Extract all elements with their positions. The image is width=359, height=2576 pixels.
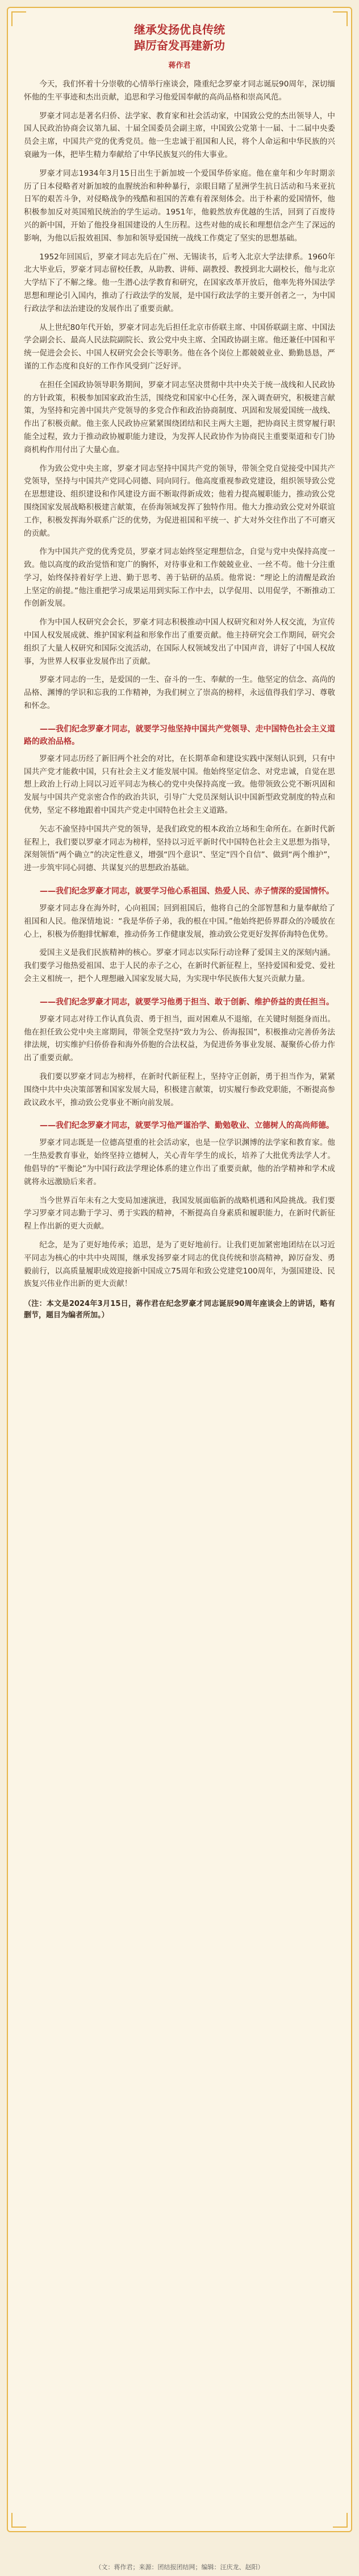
paragraph: 当今世界百年未有之大变局加速演进，我国发展面临新的战略机遇和风险挑战。我们要学习罗豪才同志勤于学习、勇于实践的精神，不断提高自身素质和履职能力，在新时代新征程上作出新的更大贡献。: [24, 1196, 335, 1231]
paragraph: 在担任全国政协领导职务期间，罗豪才同志坚决贯彻中共中央关于统一战线和人民政协的方针政策，积极参加国家政治生活，围绕党和国家中心任务，深入调查研究，积极建言献策，为坚持和完善中国共产党领导的多党合作和政治协商制度、巩固和发展爱国统一战线、作出了积极贡献。他主张人民政协应紧紧围绕团结和民主两大主题，把协商民主贯穿履行职能全过程，致力于推动政协履职能力建设，为发挥人民政协作为协商民主重要渠道和专门协商机构作用付出了大量心血。: [24, 380, 335, 454]
editor-note: （注：本文是2024年3月15日，蒋作君在纪念罗豪才同志诞辰90周年座谈会上的讲话，略有删节，题目为编者所加。）: [24, 1300, 335, 1320]
title-line-1: 继承发扬优良传统: [134, 23, 225, 36]
paragraph: 作为中国共产党的优秀党员，罗豪才同志始终坚定理想信念，自觉与党中央保持高度一致。他以高度的政治觉悟和宽广的胸怀，对待事业和工作兢兢业业、一丝不苟。他十分注重学习，始终保持着好学上进、勤于思考、善于钻研的品质。他常说：“理论上的清醒是政治上坚定的前提。”他注重把学习成果运用到实际工作中去，以学促用、以用促学，不断推动工作创新发展。: [24, 547, 335, 609]
paragraph: 1952年回国后，罗豪才同志先后在广州、无锡读书，后考入北京大学法律系。1960年北大毕业后，罗豪才同志留校任教，从助教、讲师、副教授、教授到北大副校长，他与北京大学结下了不解之缘。他一生潜心法学教育和研究，在国家改革开放后，他率先将外国法学思想和理论引入国内，推动了行政法学的发展，是中国行政法学的主要开创者之一，为中国行政法学和法治建设的发展作出了重要贡献。: [24, 252, 335, 313]
section-2: [24, 885, 335, 986]
paragraph: 矢志不渝坚持中国共产党的领导，是我们政党的根本政治立场和生命所在。在新时代新征程上，我们要以罗豪才同志为榜样，坚持以习近平新时代中国特色社会主义思想为指导，深刻领悟“两个确立”的决定性意义，增强“四个意识”、坚定“四个自信”、做到“两个维护”，进一步筑牢同心同德、共谋复兴的思想政治基础。: [24, 824, 335, 873]
paragraph: 纪念，是为了更好地传承；追思，是为了更好地前行。让我们更加紧密地团结在以习近平同志为核心的中共中央周围，继承发扬罗豪才同志的优良传统和崇高精神，踔厉奋发、勇毅前行，以高质量履职成效迎接新中国成立75周年和致公党建党100周年，为强国建设、民族复兴伟业作出新的更大贡献！: [24, 1240, 335, 1289]
paragraph: 爱国主义是我们民族精神的核心。罗豪才同志以实际行动诠释了爱国主义的深刻内涵。我们要学习他热爱祖国、忠于人民的赤子之心，在新时代新征程上，坚持爱国和爱党、爱社会主义相统一，把个人理想融入国家发展大局，为实现中华民族伟大复兴贡献力量。: [24, 948, 335, 984]
paragraph: 罗豪才同志身在海外时，心向祖国；回到祖国后，他将自己的全部智慧和力量奉献给了祖国和人民。他深情地说：“我是华侨子弟，我的根在中国。”他始终把侨界群众的冷暖放在心上，积极为侨胞排忧解难，推动侨务工作健康发展，推动致公党更好发挥侨海特色优势。: [24, 904, 335, 939]
title-line-2: 踔厉奋发再建新功: [134, 39, 225, 52]
paragraph: 罗豪才同志的一生，是爱国的一生、奋斗的一生、奉献的一生。他坚定的信念、高尚的品格、渊博的学识和忘我的工作精神，为我们树立了崇高的榜样，永远值得我们学习、尊敬和怀念。: [24, 675, 335, 711]
section-4: [24, 1119, 335, 1233]
closing: [24, 1239, 335, 1291]
article-byline: 蒋作君: [168, 61, 191, 70]
article-title: [24, 22, 335, 53]
source-credit: （文：蒋作君；来源：团结报团结网；编辑：汪庆龙、赵阳）: [95, 2563, 264, 2571]
section-3: [24, 996, 335, 1110]
article-card: [7, 7, 352, 2532]
article-intro: [24, 78, 335, 713]
corner-ornament-bottom-left: [11, 2513, 26, 2528]
paragraph: 作为中国人权研究会会长，罗豪才同志积极推动中国人权研究和对外人权交流，为宣传中国人权发展成就、维护国家利益和形象作出了重要贡献。他主持研究会工作期间，研究会组织了大量人权研究和国际交流活动，在国际人权领域发出了中国声音，讲好了中国人权故事，为世界人权事业发展作出了贡献。: [24, 618, 335, 666]
section-heading: ——我们纪念罗豪才同志，就要学习他心系祖国、热爱人民、赤子情深的爱国情怀。: [40, 887, 334, 896]
corner-ornament-top-left: [11, 11, 26, 26]
section-heading: ——我们纪念罗豪才同志，就要学习他坚持中国共产党领导、走中国特色社会主义道路的政治品格。: [24, 724, 335, 746]
paragraph: 从上世纪80年代开始，罗豪才同志先后担任北京市侨联主席、中国侨联副主席、中国法学会副会长、最高人民法院副院长、致公党中央主席、全国政协副主席。他还兼任中国和平统一促进会会长、中国人权研究会会长等职务。他在各个岗位上都兢兢业业、勤勤恳恳，严谨的工作态度和良好的工作作风受到广泛好评。: [24, 322, 335, 371]
paragraph: 罗豪才同志对待工作认真负责、勇于担当，面对困难从不退缩，在关键时刻挺身而出。他在担任致公党中央主席期间，带领全党坚持“致力为公、侨海报国”，积极推动完善侨务法律法规，切实维护归侨侨眷和海外侨胞的合法权益，为促进侨务事业发展、凝聚侨心侨力作出了重要贡献。: [24, 1014, 335, 1063]
paragraph: 今天，我们怀着十分崇敬的心情举行座谈会，隆重纪念罗豪才同志诞辰90周年，深切缅怀他的生平事迹和杰出贡献，追思和学习他爱国奉献的高尚品格和崇高风范。: [24, 80, 335, 102]
paragraph: 我们要以罗豪才同志为榜样，在新时代新征程上，坚持守正创新，勇于担当作为，紧紧围绕中共中央决策部署和国家发展大局，积极建言献策，切实履行参政党职能，不断提高参政议政水平，推动致公党事业不断向前发展。: [24, 1072, 335, 1107]
corner-ornament-top-right: [333, 11, 348, 26]
paragraph: 罗豪才同志既是一位德高望重的社会活动家，也是一位学识渊博的法学家和教育家。他一生热爱教育事业，始终坚持立德树人，关心青年学生的成长，培养了大批优秀法学人才。他倡导的“平衡论”为中国行政法学理论体系的建立作出了重要贡献，他的治学精神和学术成就将永远激励后来者。: [24, 1138, 335, 1186]
paragraph: 罗豪才同志1934年3月15日出生于新加坡一个爱国华侨家庭。他在童年和少年时期亲历了日本侵略者对新加坡的血腥统治和种种暴行，亲眼目睹了星洲学生抗日活动和马来亚抗日军的艰苦斗争，对侵略战争的残酷和祖国的苦难有着深刻体会。出于朴素的爱国情怀，他积极参加反对英国殖民统治的学生运动。1951年，他毅然放弃优越的生活，回到了百废待兴的新中国，开始了他投身祖国建设的人生历程。这些对他的成长和理想信念产生了深远的影响，为他以后报效祖国、参加和领导爱国统一战线工作奠定了坚实的思想基础。: [24, 168, 335, 243]
paragraph: 罗豪才同志历经了新旧两个社会的对比，在长期革命和建设实践中深刻认识到，只有中国共产党才能救中国，只有社会主义才能发展中国。他始终坚定信念、对党忠诚，自觉在思想上政治上行动上同以习近平同志为核心的党中央保持高度一致。他带领致公党不断巩固和发展与中国共产党亲密合作的政治共识，引导广大党员深刻认识中国新型政党制度的特点和优势，坚定不移地跟着中国共产党走中国特色社会主义道路。: [24, 754, 335, 816]
corner-ornament-bottom-right: [333, 2513, 348, 2528]
paragraph: 罗豪才同志是著名归侨、法学家、教育家和社会活动家，中国致公党的杰出领导人，中国人民政治协商会议第九届、十届全国委员会副主席，中国致公党第十一届、十二届中央委员会主席，中国共产党的优秀党员。他一生忠诚于祖国和人民，将个人命运和中华民族的兴衰融为一体，把毕生精力奉献给了中华民族复兴的伟大事业。: [24, 111, 335, 159]
section-1: [24, 723, 335, 875]
paragraph: 作为致公党中央主席，罗豪才同志坚持中国共产党的领导，带领全党自觉接受中国共产党领导，坚持与中国共产党同心同德、同向同行。他高度重视参政党建设，组织领导致公党在思想建设、组织建设和作风建设方面不断取得新成效；他着力提高履职能力，推动致公党围绕国家发展战略积极建言献策，在侨海领域发挥了独特作用。他大力推动致公党对外联谊工作，积极发挥海外联系广泛的优势，为促进祖国和平统一、扩大对外交往作出了不可磨灭的贡献。: [24, 464, 335, 538]
section-heading: ——我们纪念罗豪才同志，就要学习他勇于担当、敢于创新、维护侨益的责任担当。: [40, 997, 334, 1007]
section-heading: ——我们纪念罗豪才同志，就要学习他严谨治学、勤勉敬业、立德树人的高尚师德。: [40, 1121, 334, 1131]
